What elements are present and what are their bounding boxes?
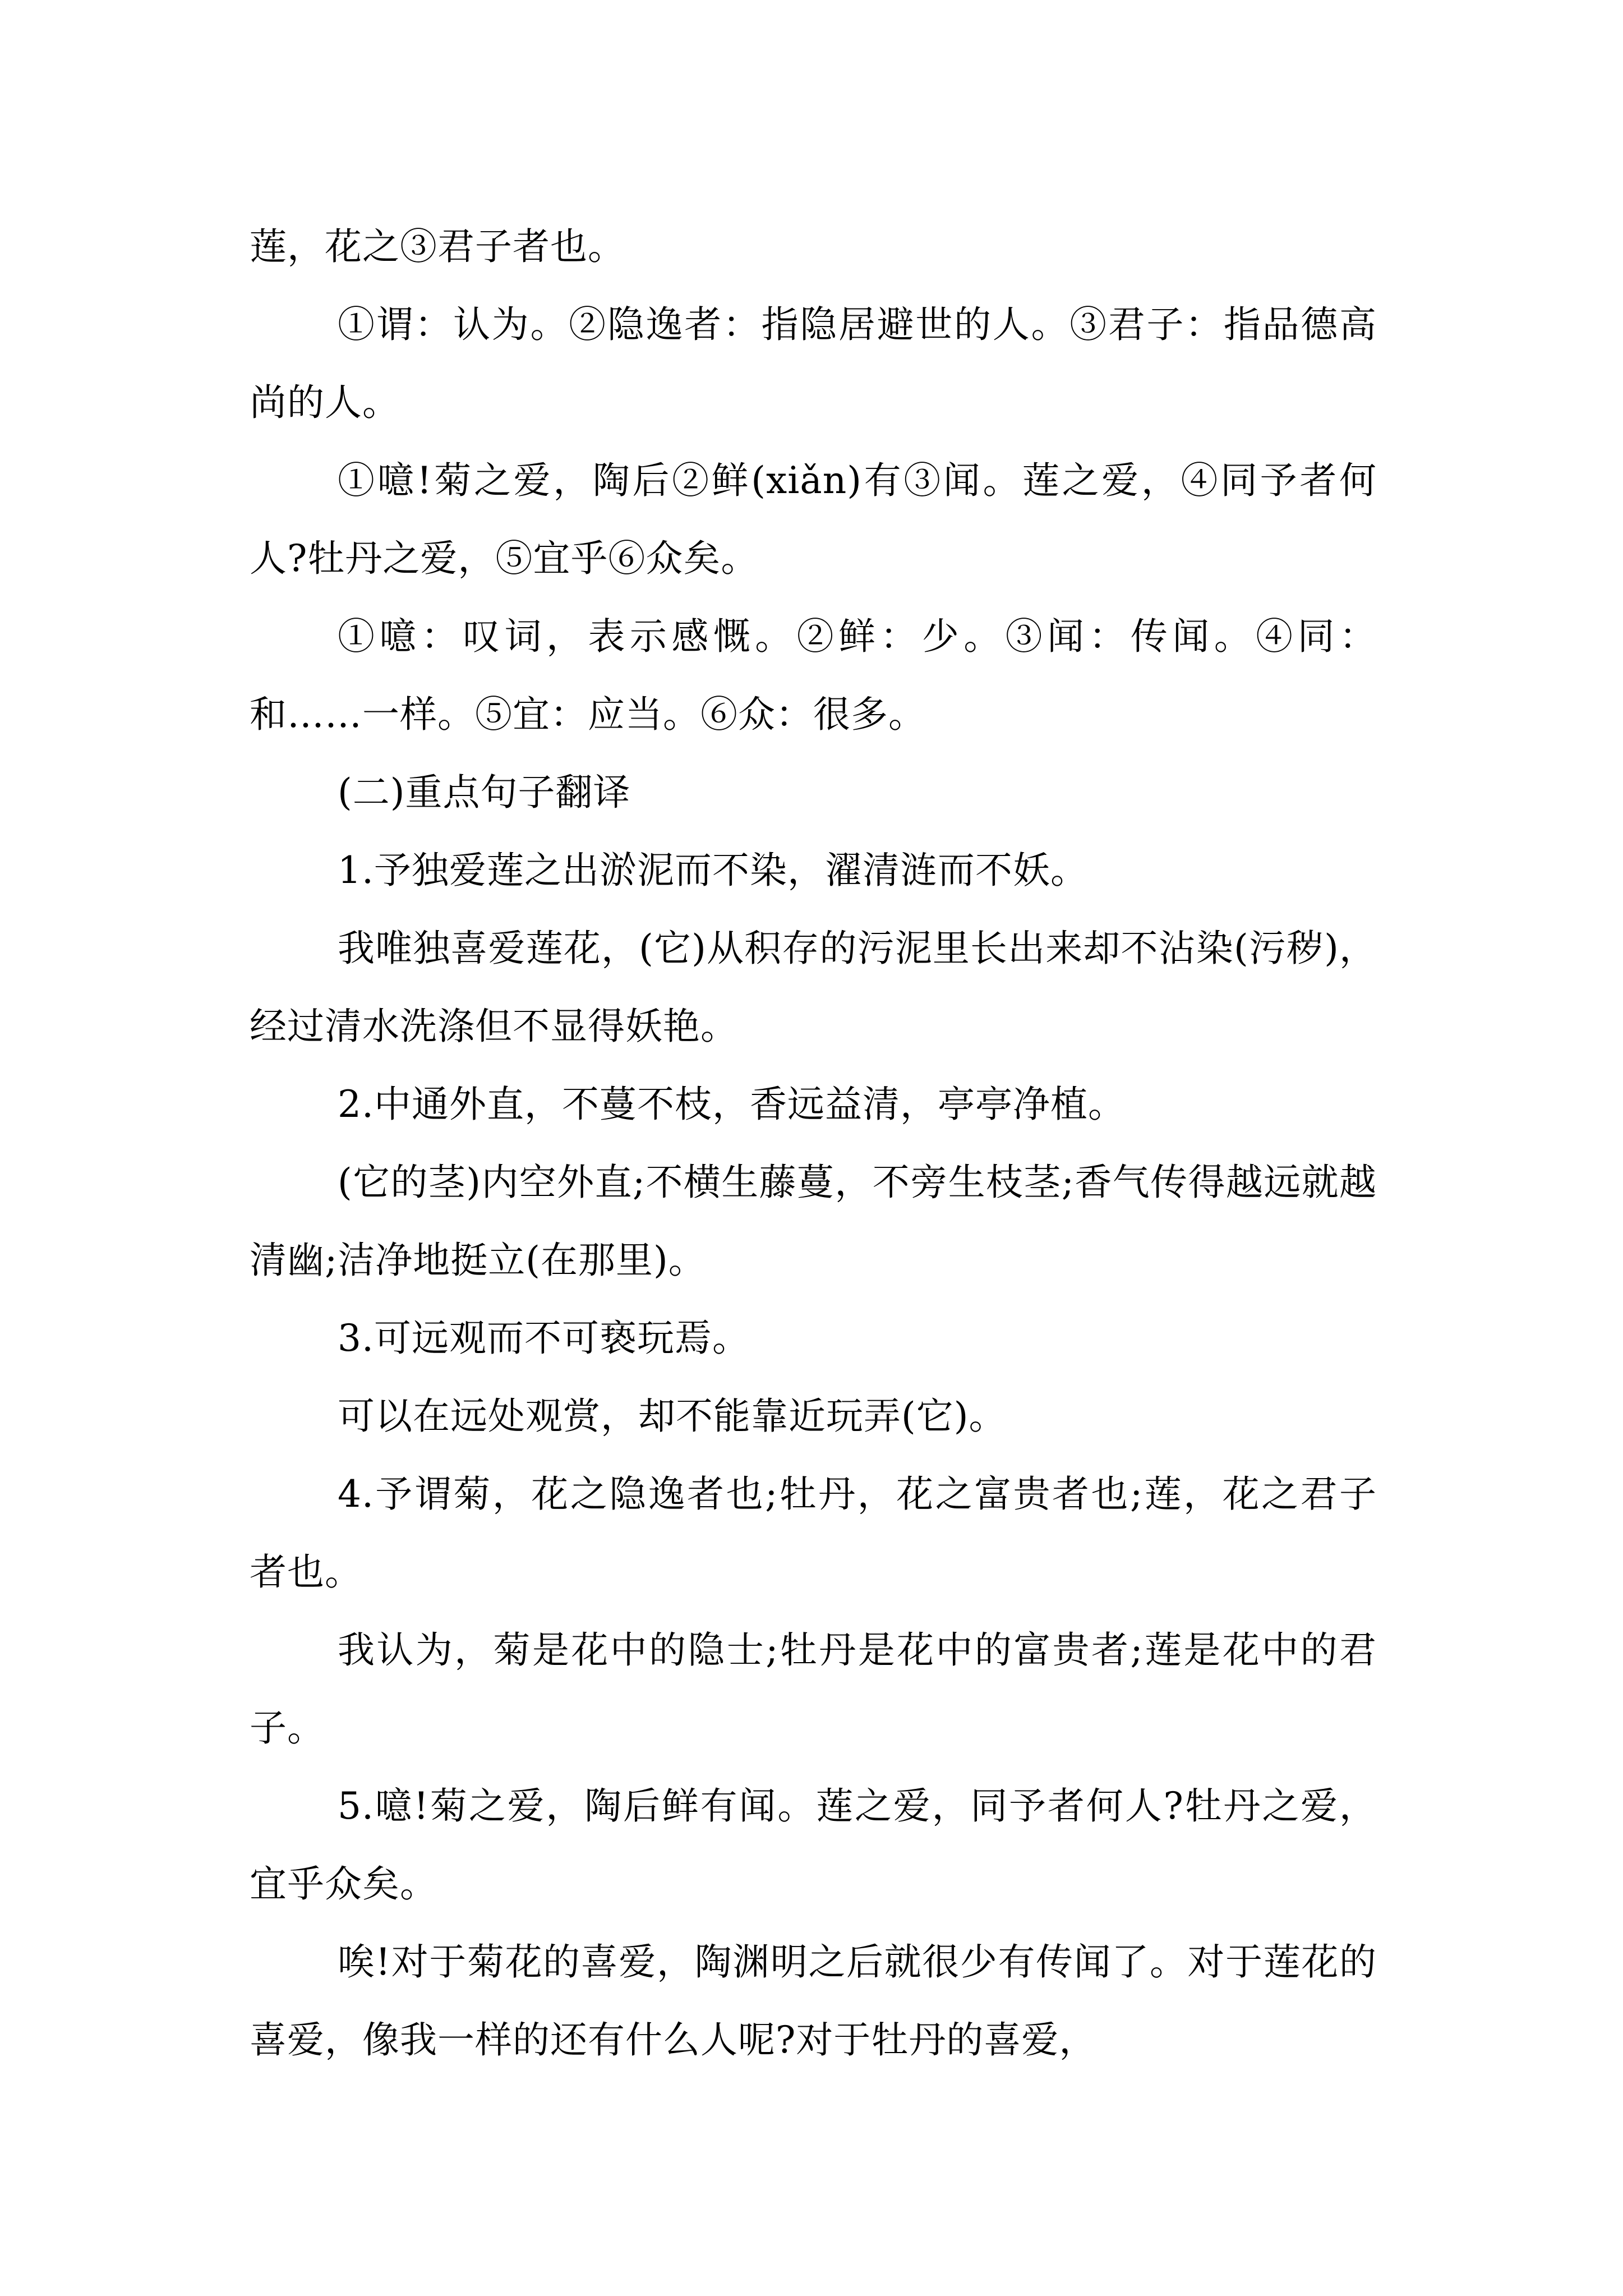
paragraph-3: ①噫!菊之爱，陶后②鲜(xiǎn)有③闻。莲之爱，④同予者何人?牡丹之爱，⑤宜乎⑥众矣。 bbox=[250, 459, 1377, 580]
paragraph-1: 莲，花之③君子者也。 bbox=[250, 225, 625, 268]
paragraph-2: ①谓：认为。②隐逸者：指隐居避世的人。③君子：指品德高尚的人。 bbox=[250, 303, 1377, 424]
translation-2: (它的茎)内空外直;不横生藤蔓，不旁生枝茎;香气传得越远就越清幽;洁净地挺立(在那里)。 bbox=[250, 1161, 1377, 1282]
paragraph-4: ①噫：叹词，表示感慨。②鲜：少。③闻：传闻。④同：和……一样。⑤宜：应当。⑥众：很多。 bbox=[250, 615, 1377, 736]
translation-4: 我认为，菊是花中的隐士;牡丹是花中的富贵者;莲是花中的君子。 bbox=[250, 1628, 1377, 1750]
sentence-1: 1.予独爱莲之出淤泥而不染，濯清涟而不妖。 bbox=[338, 849, 1088, 892]
sentence-3: 3.可远观而不可亵玩焉。 bbox=[338, 1317, 750, 1360]
sentence-5: 5.噫!菊之爱，陶后鲜有闻。莲之爱，同予者何人?牡丹之爱，宜乎众矣。 bbox=[250, 1784, 1377, 1906]
sentence-4: 4.予谓菊，花之隐逸者也;牡丹，花之富贵者也;莲，花之君子者也。 bbox=[250, 1473, 1377, 1594]
translation-1: 我唯独喜爱莲花，(它)从积存的污泥里长出来却不沾染(污秽)，经过清水洗涤但不显得妖艳。 bbox=[250, 927, 1377, 1048]
section-heading: (二)重点句子翻译 bbox=[338, 771, 631, 814]
document-body bbox=[250, 208, 1377, 2079]
translation-5: 唉!对于菊花的喜爱，陶渊明之后就很少有传闻了。对于莲花的喜爱，像我一样的还有什么人呢?对于牡丹的喜爱， bbox=[250, 1940, 1377, 2062]
translation-3: 可以在远处观赏，却不能靠近玩弄(它)。 bbox=[338, 1395, 1007, 1438]
sentence-2: 2.中通外直，不蔓不枝，香远益清，亭亭净植。 bbox=[338, 1083, 1126, 1126]
